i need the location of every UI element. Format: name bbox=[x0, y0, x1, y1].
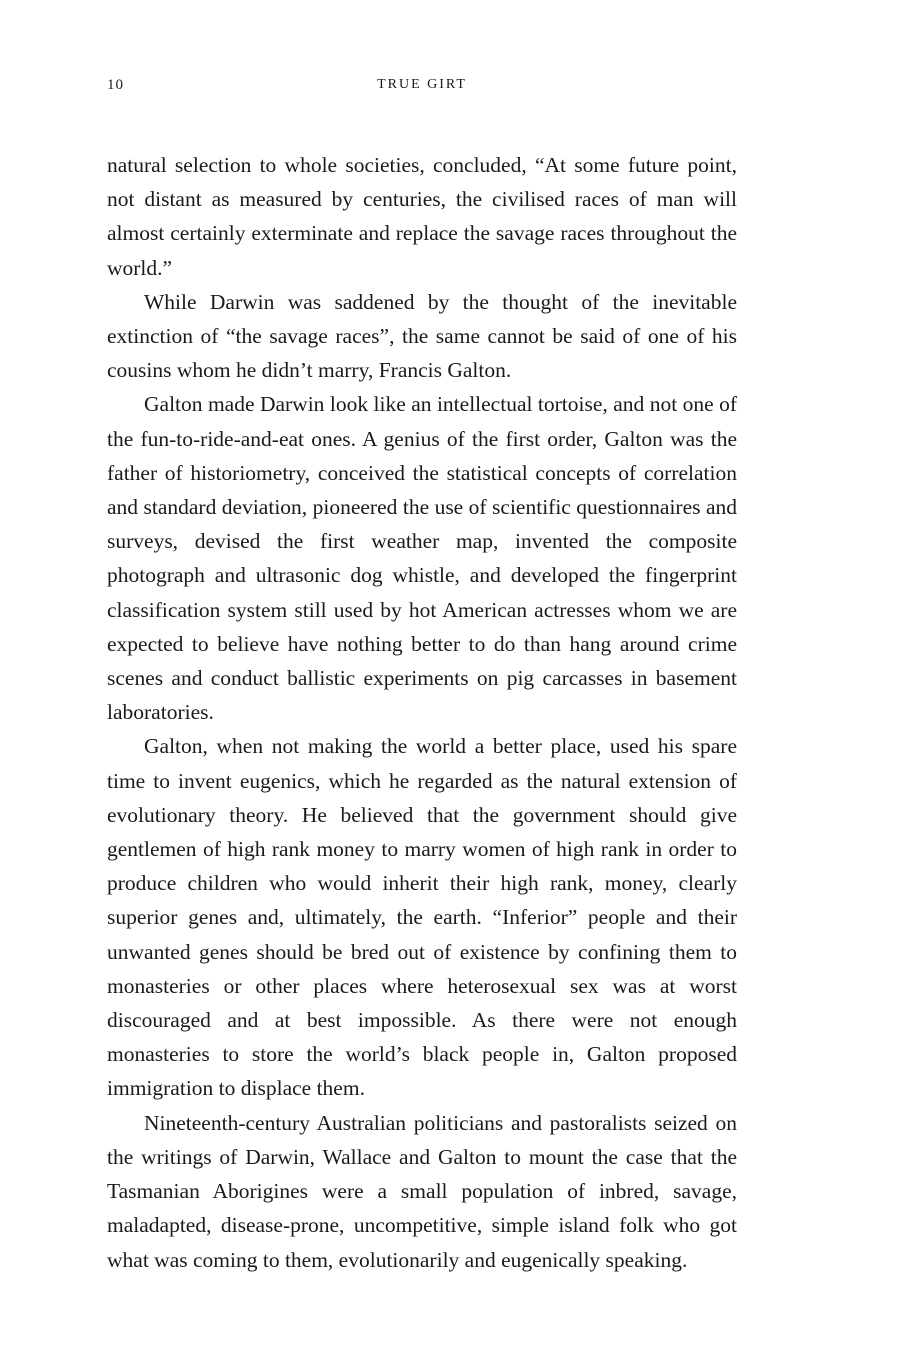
paragraph-4: Galton, when not making the world a better place, used his spare time to invent eugenics, which he regarded as the natural extension of evolutionary theory. He believed that the government should give gentlemen of high rank money to marry women of high rank in order to produce children who would inherit their high rank, money, clearly superior genes and, ultimately, the earth. “Inferior” people and their unwanted genes should be bred out of existence by confining them to monasteries or other places where heterosexual sex was at worst discouraged and at best impossible. As there were not enough monasteries to store the world’s black people in, Galton proposed immigration to displace them. bbox=[107, 734, 737, 1101]
body-text bbox=[107, 148, 737, 1277]
paragraph-2: While Darwin was saddened by the thought of the inevitable extinction of “the savage races”, the same cannot be said of one of his cousins whom he didn’t marry, Francis Galton. bbox=[107, 289, 737, 383]
paragraph-5: Nineteenth-century Australian politicians and pastoralists seized on the writings of Darwin, Wallace and Galton to mount the case that the Tasmanian Aborigines were a small population of inbred, savage, maladapted, disease-prone, uncompetitive, simple island folk who got what was coming to them, evolutionarily and eugenically speaking. bbox=[107, 1110, 737, 1272]
running-title: TRUE GIRT bbox=[377, 77, 467, 92]
page-number: 10 bbox=[107, 77, 124, 93]
paragraph-3: Galton made Darwin look like an intellectual tortoise, and not one of the fun-to-ride-and-eat ones. A genius of the first order, Galton was the father of historiometry, conceived the statistical concepts of correlation and standard deviation, pioneered the use of scientific questionnaires and surveys, devised the first weather map, invented the composite photograph and ultrasonic dog whistle, and developed the fingerprint classification system still used by hot American actresses whom we are expected to believe have nothing better to do than hang around crime scenes and conduct ballistic experiments on pig carcasses in basement laboratories. bbox=[107, 392, 737, 725]
paragraph-1: natural selection to whole societies, concluded, “At some future point, not distant as measured by centuries, the civilised races of man will almost certainly exterminate and replace the savage races throughout the world.” bbox=[107, 153, 737, 280]
running-head bbox=[107, 77, 737, 99]
